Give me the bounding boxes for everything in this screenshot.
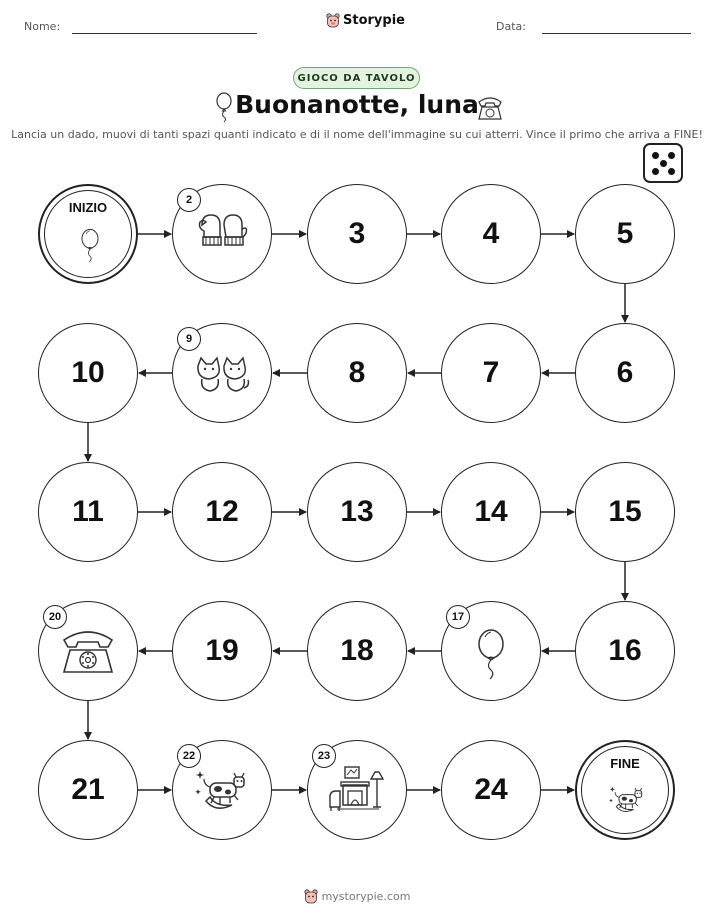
board-space bbox=[38, 323, 138, 423]
cow-moon-icon bbox=[607, 778, 647, 822]
balloon-icon bbox=[461, 622, 521, 687]
board-space bbox=[307, 184, 407, 284]
space-number-tag: 17 bbox=[446, 605, 470, 629]
space-number-tag: 20 bbox=[43, 605, 67, 629]
board-space bbox=[38, 740, 138, 840]
game-type-badge: GIOCO DA TAVOLO bbox=[293, 67, 420, 89]
board-space bbox=[172, 323, 272, 423]
cow-moon-icon bbox=[192, 761, 252, 826]
board-space bbox=[441, 323, 541, 423]
board-space bbox=[307, 740, 407, 840]
space-number: 4 bbox=[482, 217, 500, 250]
space-number: 14 bbox=[474, 495, 508, 528]
space-number: 5 bbox=[616, 217, 634, 250]
name-label: Nome: bbox=[24, 20, 61, 33]
board-space bbox=[172, 740, 272, 840]
telephone-icon bbox=[58, 622, 118, 687]
start-label: INIZIO bbox=[68, 200, 108, 215]
footer-url[interactable]: mystorypie.com bbox=[321, 889, 411, 903]
board-space bbox=[307, 323, 407, 423]
finish-space bbox=[575, 740, 675, 840]
space-number: 11 bbox=[72, 495, 104, 528]
board-space bbox=[575, 601, 675, 701]
space-number: 12 bbox=[205, 495, 239, 528]
storypie-mascot-icon bbox=[304, 888, 318, 904]
space-number-tag: 23 bbox=[312, 744, 336, 768]
board-space bbox=[172, 184, 272, 284]
board-space bbox=[441, 740, 541, 840]
space-number: 19 bbox=[205, 634, 239, 667]
board-space bbox=[575, 462, 675, 562]
board-space bbox=[441, 601, 541, 701]
board-space bbox=[441, 462, 541, 562]
board-space bbox=[307, 462, 407, 562]
space-number: 16 bbox=[608, 634, 642, 667]
board-space bbox=[441, 184, 541, 284]
space-number: 3 bbox=[348, 217, 366, 250]
balloon-icon bbox=[70, 222, 110, 266]
board-space bbox=[172, 601, 272, 701]
space-number: 10 bbox=[71, 356, 105, 389]
brand-name: Storypie bbox=[343, 12, 405, 28]
space-number-tag: 2 bbox=[177, 188, 201, 212]
board-space bbox=[38, 462, 138, 562]
space-number: 7 bbox=[482, 356, 500, 389]
space-number: 13 bbox=[340, 495, 374, 528]
mittens-icon bbox=[192, 205, 252, 270]
space-number: 18 bbox=[340, 634, 374, 667]
game-instructions: Lancia un dado, muovi di tanti spazi quanti indicato e di il nome dell'immagine su cui atterri. Vince il primo che arriva a FINE! bbox=[11, 128, 703, 141]
board-space bbox=[575, 323, 675, 423]
space-number: 6 bbox=[616, 356, 634, 389]
page-title: Buonanotte, luna bbox=[235, 90, 479, 119]
board-space bbox=[38, 601, 138, 701]
finish-label: FINE bbox=[610, 756, 640, 771]
board-space bbox=[307, 601, 407, 701]
date-label: Data: bbox=[496, 20, 526, 33]
kittens-icon bbox=[192, 344, 252, 409]
space-number: 24 bbox=[474, 773, 508, 806]
board-space bbox=[172, 462, 272, 562]
space-number-tag: 9 bbox=[177, 327, 201, 351]
footer bbox=[0, 888, 714, 904]
space-number: 21 bbox=[71, 773, 105, 806]
room-icon bbox=[327, 761, 387, 826]
start-space bbox=[38, 184, 138, 284]
space-number: 15 bbox=[608, 495, 642, 528]
space-number-tag: 22 bbox=[177, 744, 201, 768]
board-space bbox=[575, 184, 675, 284]
space-number: 8 bbox=[348, 356, 366, 389]
